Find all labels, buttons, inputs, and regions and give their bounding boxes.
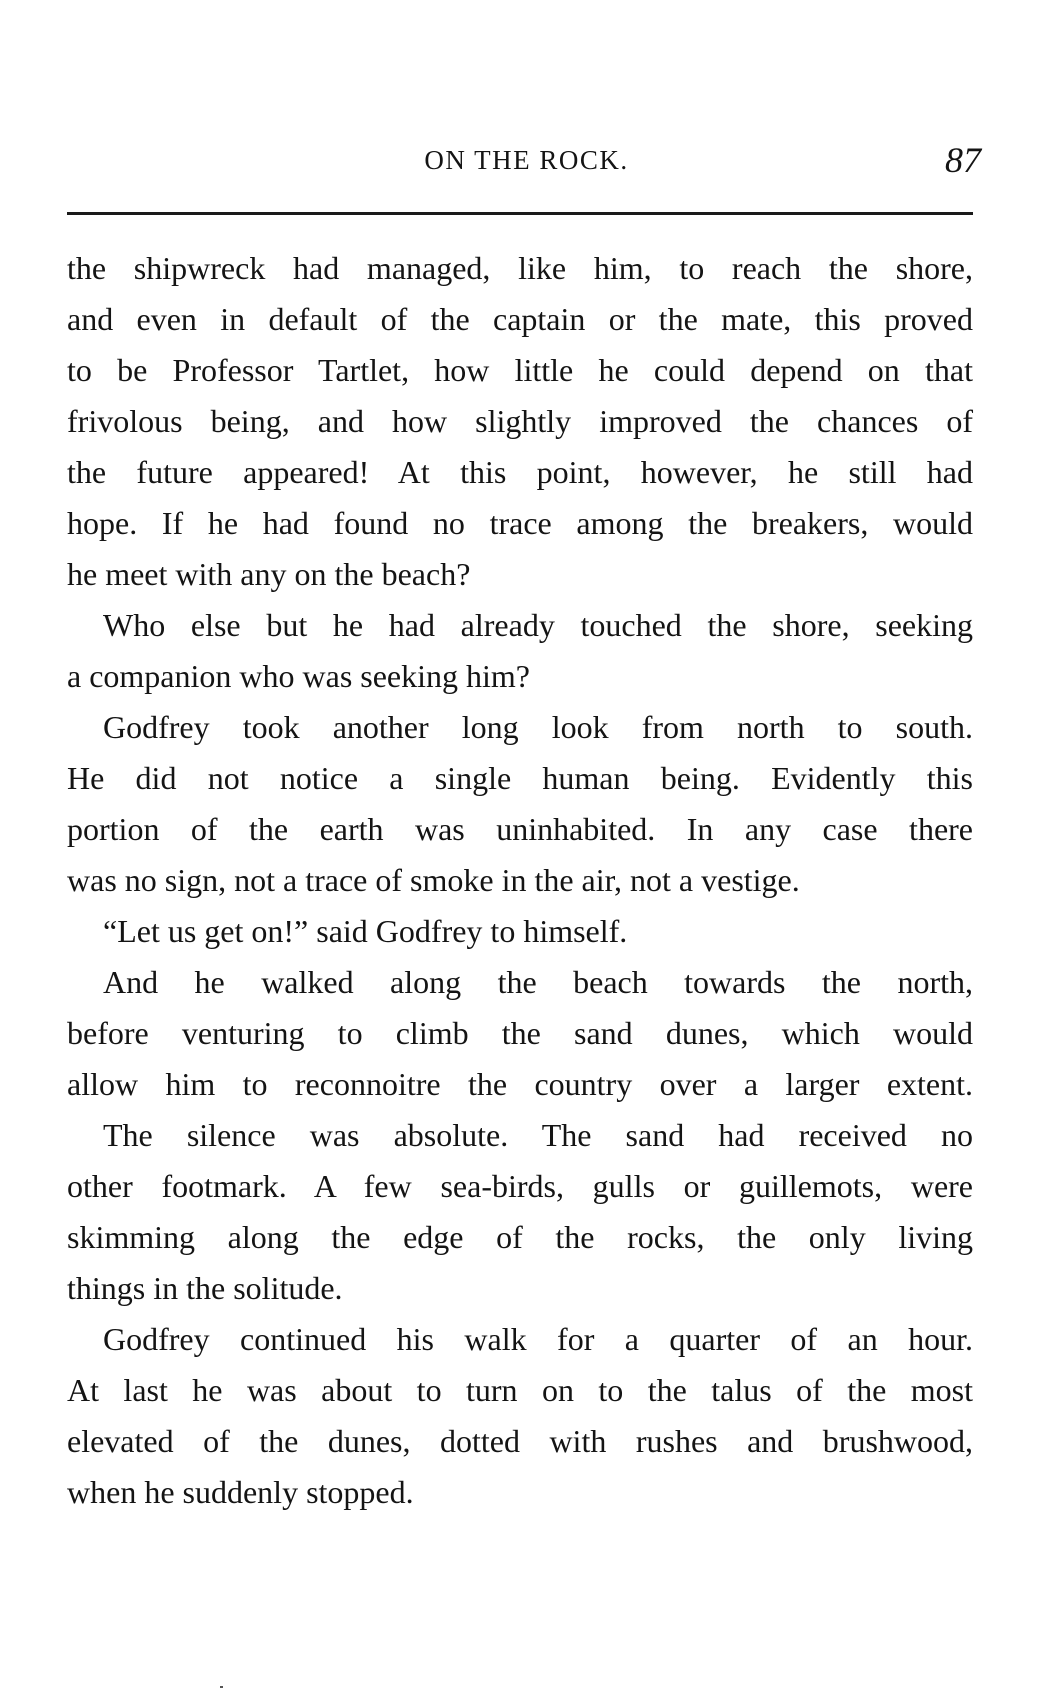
text-line: before venturing to climb the sand dunes, which would [67, 1015, 973, 1051]
text-line: was no sign, not a trace of smoke in the air, not a vestige. [67, 862, 800, 898]
text-line: And he walked along the beach towards the north, [103, 964, 973, 1000]
text-line: the shipwreck had managed, like him, to reach the shore, [67, 250, 973, 286]
text-line: a companion who was seeking him? [67, 658, 530, 694]
text-line: Godfrey took another long look from north to south. [103, 709, 973, 745]
body-text [67, 243, 973, 1518]
text-line: allow him to reconnoitre the country over a larger extent. [67, 1066, 973, 1102]
text-line: Who else but he had already touched the shore, seeking [103, 607, 973, 643]
text-line: skimming along the edge of the rocks, the only living [67, 1219, 973, 1255]
text-line: when he suddenly stopped. [67, 1474, 414, 1510]
text-line: he meet with any on the beach? [67, 556, 471, 592]
text-line: Godfrey continued his walk for a quarter of an hour. [103, 1321, 973, 1357]
text-line: hope. If he had found no trace among the breakers, would [67, 505, 973, 541]
text-line: portion of the earth was uninhabited. In any case there [67, 811, 973, 847]
text-line: to be Professor Tartlet, how little he could depend on that [67, 352, 973, 388]
running-head [0, 140, 1043, 185]
text-line: elevated of the dunes, dotted with rushes and brushwood, [67, 1423, 973, 1459]
running-title: ON THE ROCK. [424, 145, 629, 175]
text-line: and even in default of the captain or the mate, this proved [67, 301, 973, 337]
text-line: things in the solitude. [67, 1270, 343, 1306]
text-line: The silence was absolute. The sand had received no [103, 1117, 973, 1153]
text-line: He did not notice a single human being. Evidently this [67, 760, 973, 796]
text-line: At last he was about to turn on to the talus of the most [67, 1372, 973, 1408]
page-speck [220, 1686, 223, 1688]
text-line: the future appeared! At this point, however, he still had [67, 454, 973, 490]
page-number: 87 [945, 140, 981, 180]
text-line: frivolous being, and how slightly improved the chances of [67, 403, 973, 439]
text-line: “Let us get on!” said Godfrey to himself. [103, 913, 628, 949]
text-line: other footmark. A few sea-birds, gulls or guillemots, were [67, 1168, 973, 1204]
header-rule [67, 212, 973, 215]
